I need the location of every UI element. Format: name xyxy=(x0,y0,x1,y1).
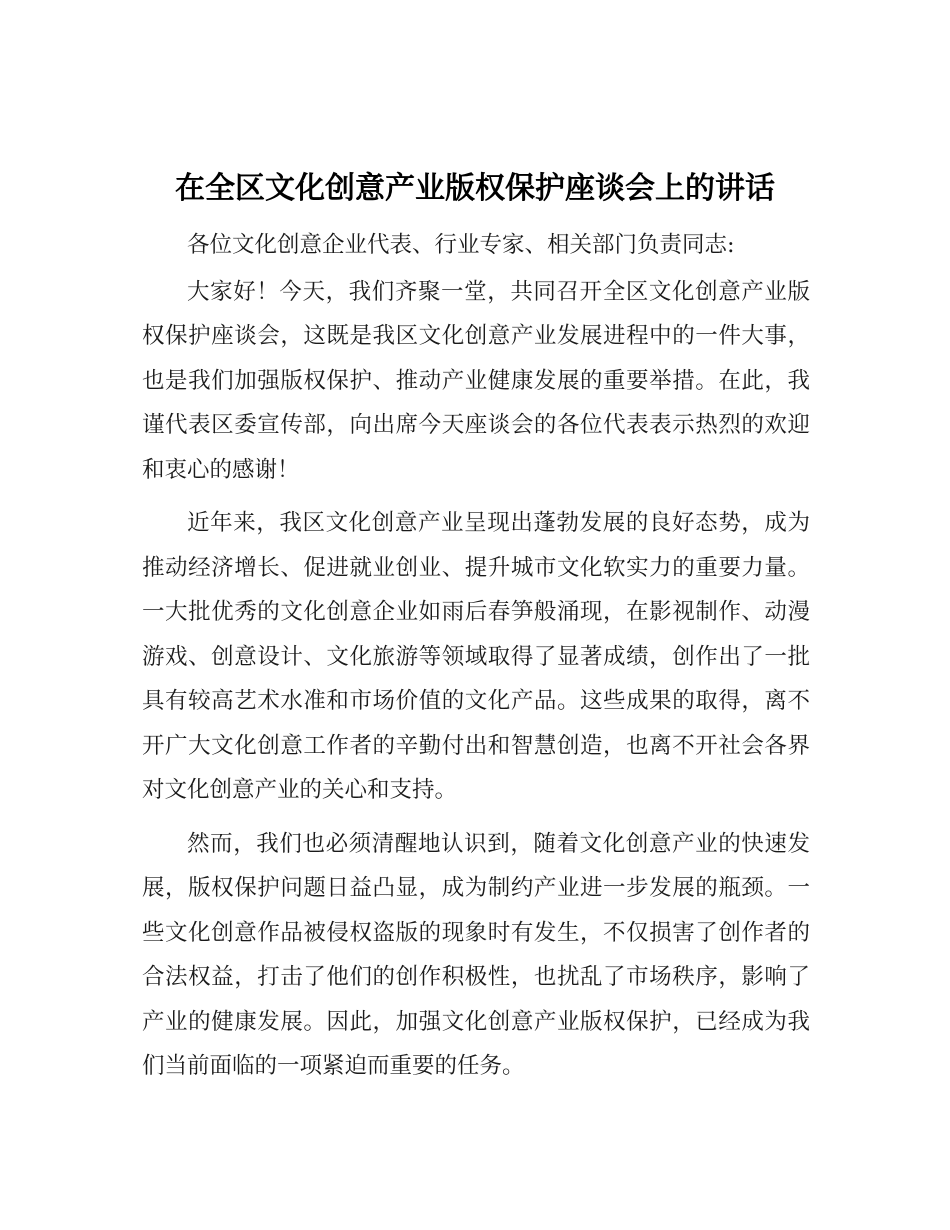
paragraph-welcome: 大家好！今天，我们齐聚一堂，共同召开全区文化创意产业版权保护座谈会，这既是我区文化创意产业发展进程中的一件大事，也是我们加强版权保护、推动产业健康发展的重要举措。在此，我谨代表区委宣传部，向出席今天座谈会的各位代表表示热烈的欢迎和衷心的感谢！ xyxy=(142,278,810,483)
paragraph-challenges: 然而，我们也必须清醒地认识到，随着文化创意产业的快速发展，版权保护问题日益凸显，成为制约产业进一步发展的瓶颈。一些文化创意作品被侵权盗版的现象时有发生，不仅损害了创作者的合法权益，打击了他们的创作积极性，也扰乱了市场秩序，影响了产业的健康发展。因此，加强文化创意产业版权保护，已经成为我们当前面临的一项紧迫而重要的任务。 xyxy=(142,830,810,1079)
document-body xyxy=(142,223,810,1089)
paragraph-development: 近年来，我区文化创意产业呈现出蓬勃发展的良好态势，成为推动经济增长、促进就业创业、提升城市文化软实力的重要力量。一大批优秀的文化创意企业如雨后春笋般涌现，在影视制作、动漫游戏、创意设计、文化旅游等领域取得了显著成绩，创作出了一批具有较高艺术水准和市场价值的文化产品。这些成果的取得，离不开广大文化创意工作者的辛勤付出和智慧创造，也离不开社会各界对文化创意产业的关心和支持。 xyxy=(142,510,810,803)
document-title: 在全区文化创意产业版权保护座谈会上的讲话 xyxy=(175,171,775,206)
greeting-paragraph: 各位文化创意企业代表、行业专家、相关部门负责同志: xyxy=(187,232,735,258)
